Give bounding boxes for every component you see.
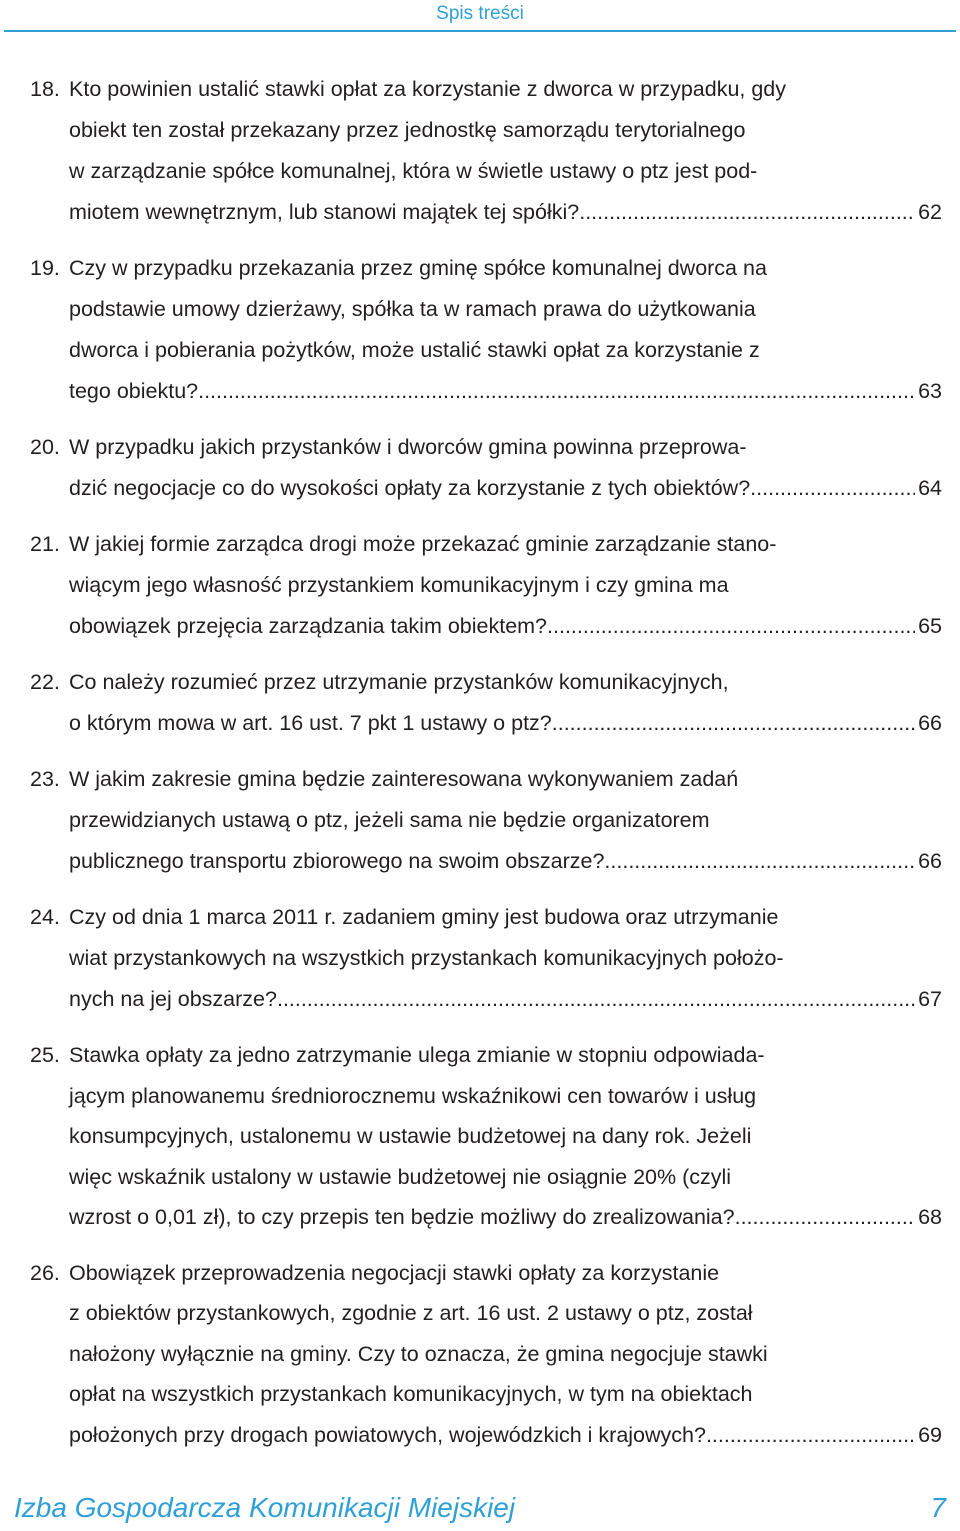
toc-entry-line: obiekt ten został przekazany przez jednostkę samorządu terytorialnego — [69, 118, 746, 142]
toc-entry-number: 25. — [30, 1043, 60, 1067]
toc-entry-last-line — [69, 703, 942, 744]
dot-leader — [198, 371, 915, 412]
page-header — [0, 0, 960, 31]
dot-leader — [750, 468, 915, 509]
toc-entry-line: publicznego transportu zbiorowego na swoim obszarze? — [69, 849, 605, 873]
toc-entry-number: 18. — [30, 77, 60, 101]
toc-entry-number: 21. — [30, 532, 60, 556]
toc-entry-line: wiącym jego własność przystankiem komunikacyjnym i czy gmina ma — [69, 573, 729, 597]
toc-page-number: 64 — [918, 476, 942, 500]
toc-entry[interactable] — [0, 1035, 960, 1238]
toc-page-number: 66 — [918, 849, 942, 873]
header-divider — [4, 30, 956, 32]
toc-entry-line: opłat na wszystkich przystankach komunikacyjnych, w tym na obiektach — [69, 1382, 753, 1406]
toc-entry-line: Obowiązek przeprowadzenia negocjacji stawki opłaty za korzystanie — [69, 1260, 720, 1285]
toc-entry-line: W przypadku jakich przystanków i dworców gmina powinna przeprowa- — [69, 435, 747, 459]
toc-entry-line: o którym mowa w art. 16 ust. 7 pkt 1 ustawy o ptz? — [69, 711, 552, 735]
toc-entry-line: Co należy rozumieć przez utrzymanie przystanków komunikacyjnych, — [69, 670, 729, 694]
dot-leader — [735, 1197, 915, 1238]
toc-page-number: 63 — [918, 379, 942, 403]
toc-entry-line: W jakim zakresie gmina będzie zainteresowana wykonywaniem zadań — [69, 767, 739, 791]
toc-entry-line: jącym planowanemu średniorocznemu wskaźnikowi cen towarów i usług — [69, 1083, 757, 1108]
toc-entry[interactable] — [0, 662, 960, 744]
toc-entry-line: położonych przy drogach powiatowych, wojewódzkich i krajowych? — [69, 1422, 706, 1447]
toc-entry-line: w zarządzanie spółce komunalnej, która w świetle ustawy o ptz jest pod- — [69, 159, 758, 183]
page-footer — [14, 1488, 946, 1528]
toc-entry-line: miotem wewnętrznym, lub stanowi majątek tej spółki? — [69, 200, 580, 224]
toc-page-number: 69 — [918, 1422, 942, 1447]
toc-entry-last-line — [69, 841, 942, 882]
dot-leader — [579, 192, 915, 233]
toc-entry-line: wzrost o 0,01 zł), to czy przepis ten będzie możliwy do zrealizowania? — [69, 1205, 735, 1229]
dot-leader — [604, 841, 915, 882]
toc-entry[interactable] — [0, 759, 960, 882]
toc-entry-line: dworca i pobierania pożytków, może ustalić stawki opłat za korzystanie z — [69, 338, 760, 362]
toc-entry-line: obowiązek przejęcia zarządzania takim obiektem? — [69, 614, 548, 638]
toc-entry-line: W jakiej formie zarządca drogi może przekazać gminie zarządzanie stano- — [69, 532, 777, 556]
toc-entry-number: 22. — [30, 670, 60, 694]
toc-entry-last-line — [69, 606, 942, 647]
dot-leader — [277, 979, 915, 1020]
dot-leader — [706, 1415, 915, 1456]
toc-page-number: 65 — [918, 614, 942, 638]
toc-entry[interactable] — [0, 524, 960, 647]
toc-page-number: 66 — [918, 711, 942, 735]
toc-entry-number: 20. — [30, 435, 60, 459]
toc-entry-line: Czy od dnia 1 marca 2011 r. zadaniem gminy jest budowa oraz utrzymanie — [69, 905, 779, 929]
toc-entry-last-line — [69, 1415, 942, 1456]
dot-leader — [552, 703, 915, 744]
toc-entry-last-line — [69, 468, 942, 509]
toc-entry-line: przewidzianych ustawą o ptz, jeżeli sama nie będzie organizatorem — [69, 808, 710, 832]
toc-page-number: 62 — [918, 200, 942, 224]
toc-entry-line: podstawie umowy dzierżawy, spółka ta w ramach prawa do użytkowania — [69, 297, 756, 321]
toc-entry[interactable] — [0, 897, 960, 1020]
toc-entry-line: nałożony wyłącznie na gminy. Czy to oznacza, że gmina negocjuje stawki — [69, 1341, 768, 1366]
toc-entry-number: 23. — [30, 767, 60, 791]
footer-organization: Izba Gospodarcza Komunikacji Miejskiej — [14, 1492, 516, 1523]
toc-entry-number: 24. — [30, 905, 60, 929]
toc-entry-last-line — [69, 371, 942, 412]
running-title: Spis treści — [436, 3, 524, 24]
toc-entry[interactable] — [0, 248, 960, 412]
toc-entry-last-line — [69, 1197, 942, 1238]
toc-entry-last-line — [69, 192, 942, 233]
footer-page-number: 7 — [930, 1492, 946, 1523]
toc-entry-line: dzić negocjacje co do wysokości opłaty za korzystanie z tych obiektów? — [69, 476, 751, 500]
toc-entry-line: Stawka opłaty za jedno zatrzymanie ulega zmianie w stopniu odpowiada- — [69, 1043, 765, 1067]
toc-entry-line: Czy w przypadku przekazania przez gminę spółce komunalnej dworca na — [69, 256, 767, 280]
toc-entry-line: wiat przystankowych na wszystkich przystankach komunikacyjnych położo- — [69, 946, 784, 970]
dot-leader — [547, 606, 915, 647]
toc-entry-line: tego obiektu? — [69, 379, 199, 403]
toc-entry-line: z obiektów przystankowych, zgodnie z art. 16 ust. 2 ustawy o ptz, został — [69, 1301, 753, 1325]
toc-entry-number: 19. — [30, 256, 60, 280]
toc-entry-line: nych na jej obszarze? — [69, 987, 277, 1011]
table-of-contents — [0, 69, 960, 1470]
toc-entry-line: więc wskaźnik ustalony w ustawie budżetowej nie osiągnie 20% (czyli — [69, 1164, 732, 1189]
toc-entry-line: Kto powinien ustalić stawki opłat za korzystanie z dworca w przypadku, gdy — [69, 77, 787, 101]
toc-page-number: 68 — [918, 1205, 942, 1229]
toc-entry-number: 26. — [30, 1260, 60, 1285]
toc-page-number: 67 — [918, 987, 942, 1011]
toc-entry-last-line — [69, 979, 942, 1020]
toc-entry[interactable] — [0, 69, 960, 233]
toc-entry[interactable] — [0, 427, 960, 509]
toc-entry[interactable] — [0, 1253, 960, 1456]
toc-entry-line: konsumpcyjnych, ustalonemu w ustawie budżetowej na dany rok. Jeżeli — [69, 1124, 752, 1148]
